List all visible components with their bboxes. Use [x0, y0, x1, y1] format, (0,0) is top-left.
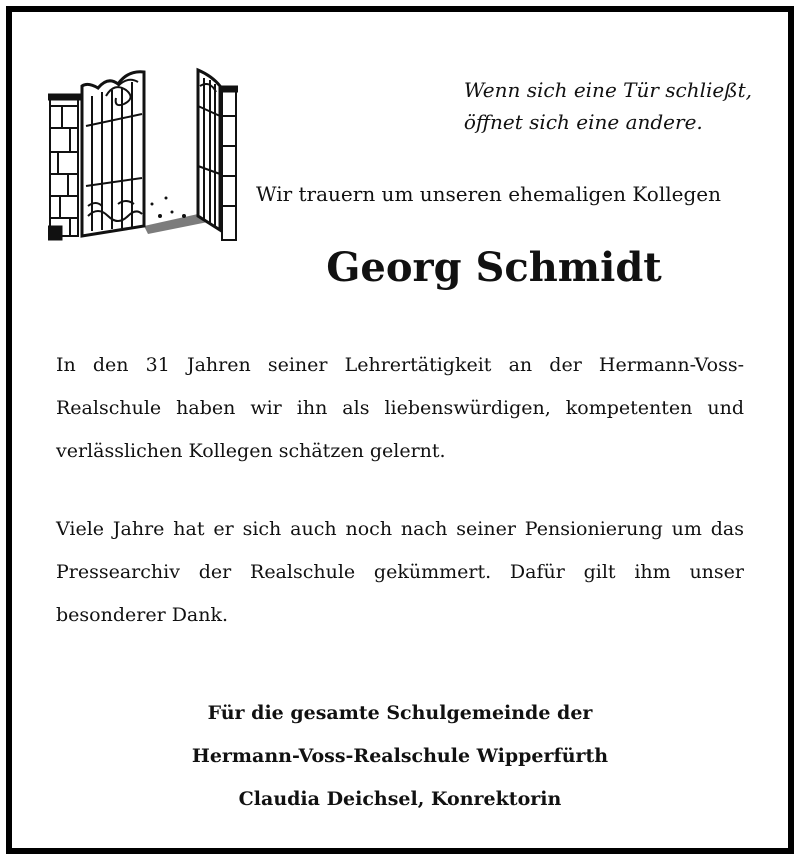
signature-line-1: Für die gesamte Schulgemeinde der — [207, 702, 593, 724]
signature-block — [56, 692, 744, 821]
quote — [464, 74, 752, 138]
quote-line-2: öffnet sich eine andere. — [463, 110, 703, 134]
deceased-name: Georg Schmidt — [326, 244, 662, 291]
mourning-intro: Wir trauern um unseren ehemaligen Kollegen — [256, 182, 721, 206]
quote-line-1: Wenn sich eine Tür schließt, — [463, 78, 752, 102]
paragraph-tenure: In den 31 Jahren seiner Lehrertätigkeit an der Hermann-Voss-Realschule haben wir ihn als liebenswürdigen, kompetenten und verlässlichen Kollegen schätzen gelernt. — [56, 354, 744, 462]
paragraph-archive: Viele Jahre hat er sich auch noch nach seiner Pensionierung um das Pressearchiv der Realschule gekümmert. Dafür gilt ihm unser besonderer Dank. — [56, 518, 744, 626]
signature-line-3: Claudia Deichsel, Konrektorin — [238, 788, 562, 810]
signature-line-2: Hermann-Voss-Realschule Wipperfürth — [191, 745, 609, 767]
open-gate-icon — [48, 66, 238, 244]
